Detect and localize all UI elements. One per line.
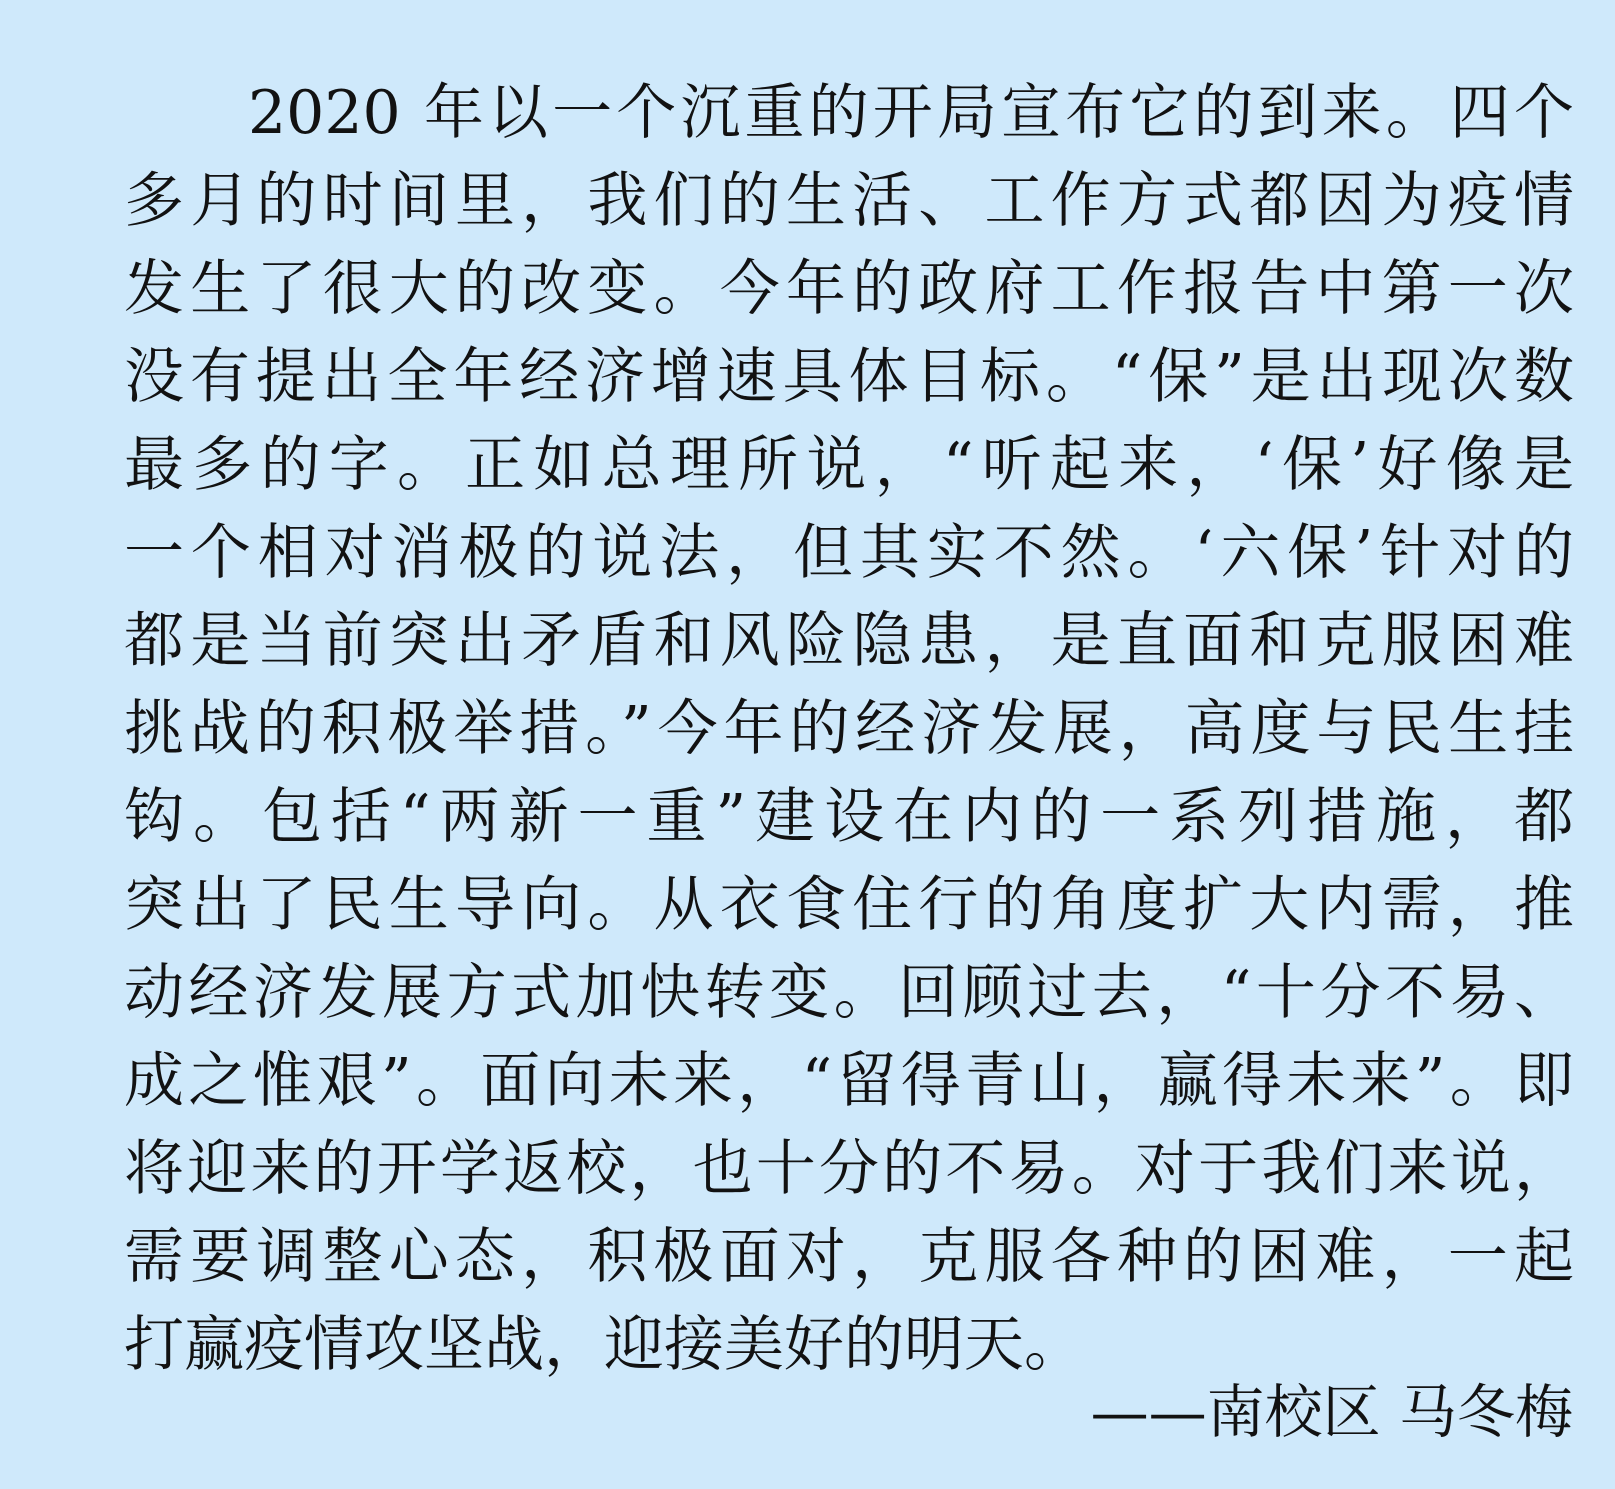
paragraph-line: 将迎来的开学返校，也十分的不易。对于我们来说，	[124, 1134, 1574, 1204]
author-signature: ——南校区 马冬梅	[1090, 1378, 1573, 1446]
paragraph-line: 都是当前突出矛盾和风险隐患，是直面和克服困难	[124, 606, 1574, 676]
paragraph-line: 多月的时间里，我们的生活、工作方式都因为疫情	[124, 166, 1574, 236]
paragraph-line: 一个相对消极的说法，但其实不然。‘六保’针对的	[124, 518, 1574, 588]
paragraph-line: 打赢疫情攻坚战，迎接美好的明天。	[124, 1310, 1084, 1380]
paragraph-line: 挑战的积极举措。”今年的经济发展，高度与民生挂	[124, 694, 1574, 764]
paragraph-line: 发生了很大的改变。今年的政府工作报告中第一次	[124, 254, 1574, 324]
article-body	[124, 69, 1574, 1389]
paragraph-line: 没有提出全年经济增速具体目标。“保”是出现次数	[124, 342, 1574, 412]
paragraph-line: 突出了民生导向。从衣食住行的角度扩大内需，推	[124, 870, 1574, 940]
paragraph-line: 最多的字。正如总理所说，“听起来，‘保’好像是	[124, 430, 1574, 500]
paragraph-line: 动经济发展方式加快转变。回顾过去，“十分不易、	[124, 958, 1574, 1028]
paragraph-line: 需要调整心态，积极面对，克服各种的困难，一起	[124, 1222, 1574, 1292]
paragraph-line: 成之惟艰”。面向未来，“留得青山，赢得未来”。即	[124, 1046, 1574, 1116]
paragraph-line: 钩。包括“两新一重”建设在内的一系列措施，都	[124, 782, 1574, 852]
paragraph-line: 2020 年以一个沉重的开局宣布它的到来。四个	[248, 78, 1574, 148]
